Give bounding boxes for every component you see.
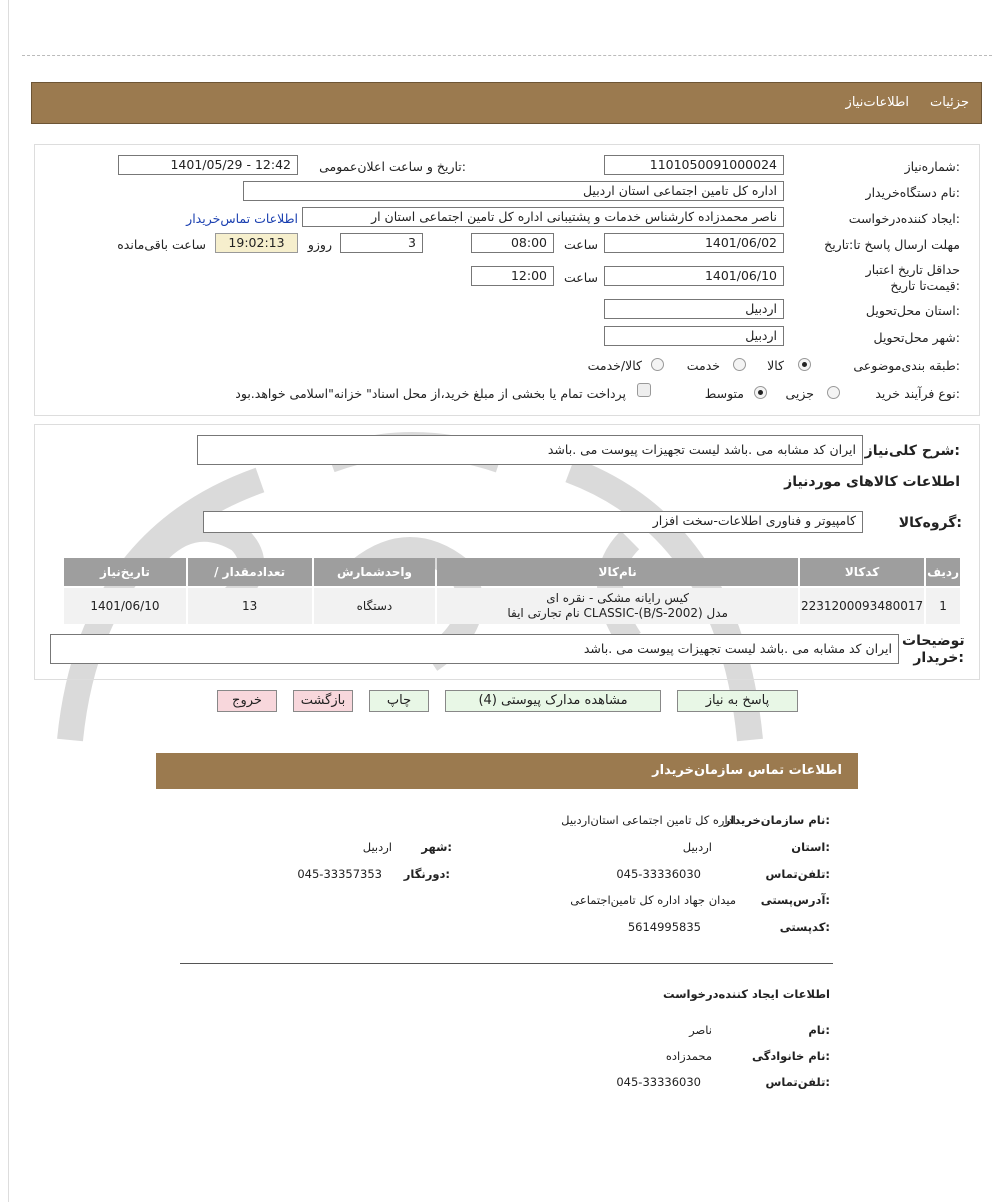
top-dotted-divider <box>22 55 992 56</box>
creator-name-label: نام: <box>808 1023 830 1037</box>
process-minor-label: جزیی <box>785 386 814 401</box>
cell-name <box>437 588 798 624</box>
announce-label: تاریخ و ساعت اعلان‌عمومی: <box>319 159 466 174</box>
table-row <box>64 588 960 624</box>
goods-group-field: کامپیوتر و فناوری اطلاعات-سخت افزار <box>203 511 863 533</box>
process-minor-radio[interactable] <box>827 386 840 399</box>
reply-button[interactable]: پاسخ به نیاز <box>677 690 798 712</box>
city-field: اردبیل <box>604 326 784 346</box>
province-field: اردبیل <box>604 299 784 319</box>
tab-details[interactable]: جزئیات <box>930 95 969 110</box>
treasury-payment-note: پرداخت تمام یا بخشی از مبلغ خرید،از محل اسناد" خزانه"اسلامی خواهد.بود <box>235 386 626 401</box>
category-service-radio[interactable] <box>733 358 746 371</box>
contact-address-label: آدرس‌پستی: <box>760 893 830 907</box>
table-header-row <box>64 558 960 586</box>
tab-need-info[interactable]: اطلاعات‌نیاز <box>845 95 909 110</box>
cell-row: 1 <box>926 588 960 624</box>
col-unit-header: واحدشمارش <box>314 558 436 586</box>
remaining-label: ساعت باقی‌مانده <box>117 237 206 252</box>
cell-name-line1: کیس رایانه مشکی - نقره ای <box>546 591 690 605</box>
treasury-payment-checkbox[interactable] <box>637 383 651 397</box>
goods-group-label: گروه‌کالا: <box>898 515 962 531</box>
creator-phone-value: 045-33336030 <box>616 1075 701 1089</box>
deadline-label: مهلت ارسال پاسخ تا:تاریخ <box>824 237 960 252</box>
category-both-radio[interactable] <box>651 358 664 371</box>
process-label: نوع فرآیند: <box>904 386 960 401</box>
summary-label: شرح کلی‌نیاز: <box>864 443 960 459</box>
cell-qty: 13 <box>188 588 312 624</box>
contact-address-value: میدان جهاد اداره کل تامین‌اجتماعی <box>570 893 736 907</box>
contact-fax-label: دورنگار: <box>403 867 450 881</box>
process-medium-radio[interactable] <box>754 386 767 399</box>
goods-table <box>62 556 962 626</box>
need-info-header <box>31 82 982 124</box>
col-qty-header: تعداد‌مقدار / <box>188 558 312 586</box>
deadline-time-label: ساعت <box>563 237 598 252</box>
col-row-header: ردیف <box>926 558 960 586</box>
col-date-header: تاریخ‌نیاز <box>64 558 186 586</box>
contact-section-header <box>156 753 858 789</box>
section-divider <box>180 963 833 964</box>
process-medium-label: متوسط <box>704 386 744 401</box>
category-both-label: کالا/خدمت <box>587 358 642 373</box>
city-label: شهر محل‌تحویل: <box>873 330 960 345</box>
creator-phone-label: تلفن‌تماس: <box>765 1075 830 1089</box>
validity-label: حداقل تاریخ اعتبار قیمت‌تا تاریخ: <box>865 262 960 293</box>
creator-label: ایجاد کننده‌درخواست: <box>848 211 960 226</box>
days-field: 3 <box>340 233 423 253</box>
org-name-label: نام سازمان‌خریدار: <box>723 813 830 827</box>
contact-fax-value: 045-33357353 <box>297 867 382 881</box>
back-button[interactable]: بازگشت <box>293 690 353 712</box>
print-button[interactable]: چاپ <box>369 690 429 712</box>
deadline-time-field: 08:00 <box>471 233 554 253</box>
category-goods-label: کالا <box>767 358 784 373</box>
contact-city-value: اردبیل <box>362 840 392 854</box>
creator-family-value: محمدزاده <box>665 1049 712 1063</box>
cell-name-line2: مدل CLASSIC-(B/S-2002) نام تجارتی ایفا <box>507 606 728 620</box>
contact-province-value: اردبیل <box>682 840 712 854</box>
creator-family-label: نام خانوادگی: <box>752 1049 830 1063</box>
need-number-label: شماره‌نیاز: <box>904 159 960 174</box>
left-border-line <box>8 0 9 1202</box>
need-number-field: 1101050091000024 <box>604 155 784 175</box>
cell-date: 1401/06/10 <box>64 588 186 624</box>
contact-phone-label: تلفن‌تماس: <box>765 867 830 881</box>
buyer-contact-link[interactable]: اطلاعات تماس‌خریدار <box>186 211 298 226</box>
contact-section-title: اطلاعات تماس سازمان‌خریدار <box>652 763 842 778</box>
contact-phone-value: 045-33336030 <box>616 867 701 881</box>
deadline-date-field: 1401/06/02 <box>604 233 784 253</box>
cell-unit: دستگاه <box>314 588 436 624</box>
exit-button[interactable]: خروج <box>217 690 277 712</box>
announce-field: 1401/05/29 - 12:42 <box>118 155 298 175</box>
col-code-header: کدکالا <box>800 558 924 586</box>
category-label: طبقه بندی‌موضوعی: <box>853 358 960 373</box>
contact-city-label: شهر: <box>421 840 452 854</box>
category-service-label: خدمت <box>686 358 720 373</box>
contact-province-label: استان: <box>791 840 830 854</box>
cell-code: 2231200093480017 <box>800 588 924 624</box>
buyer-org-label: نام دستگاه‌خریدار: <box>865 185 960 200</box>
creator-field: ناصر محمدزاده کارشناس خدمات و پشتیبانی اداره کل تامین اجتماعی استان ار <box>302 207 784 227</box>
buyer-notes-label: توضیحات خریدار: <box>902 633 965 666</box>
category-goods-radio[interactable] <box>798 358 811 371</box>
org-name-value: اداره کل تامین اجتماعی استان‌اردبیل <box>561 813 736 827</box>
col-name-header: نام‌کالا <box>437 558 798 586</box>
contact-postal-label: کد‌پستی: <box>779 920 830 934</box>
province-label: استان محل‌تحویل: <box>865 303 960 318</box>
buyer-org-field: اداره کل تامین اجتماعی استان اردبیل <box>243 181 784 201</box>
validity-time-field: 12:00 <box>471 266 554 286</box>
creator-name-value: ناصر <box>689 1023 712 1037</box>
view-documents-button[interactable]: مشاهده مدارک پیوستی (4) <box>445 690 661 712</box>
contact-postal-value: 5614995835 <box>627 920 701 934</box>
validity-time-label: ساعت <box>563 270 598 285</box>
creator-info-title: اطلاعات ایجاد کننده‌درخواست <box>663 987 830 1001</box>
needed-goods-title: اطلاعات کالاهای موردنیاز <box>784 474 960 490</box>
buyer-notes-field: ایران کد مشابه می .باشد لیست تجهیزات پیوست می .باشد <box>50 634 899 664</box>
validity-date-field: 1401/06/10 <box>604 266 784 286</box>
summary-field: ایران کد مشابه می .باشد لیست تجهیزات پیوست می .باشد <box>197 435 863 465</box>
process-buy-label: خرید <box>875 386 900 401</box>
days-label: روزو <box>307 237 332 252</box>
remaining-time-field: 19:02:13 <box>215 233 298 253</box>
